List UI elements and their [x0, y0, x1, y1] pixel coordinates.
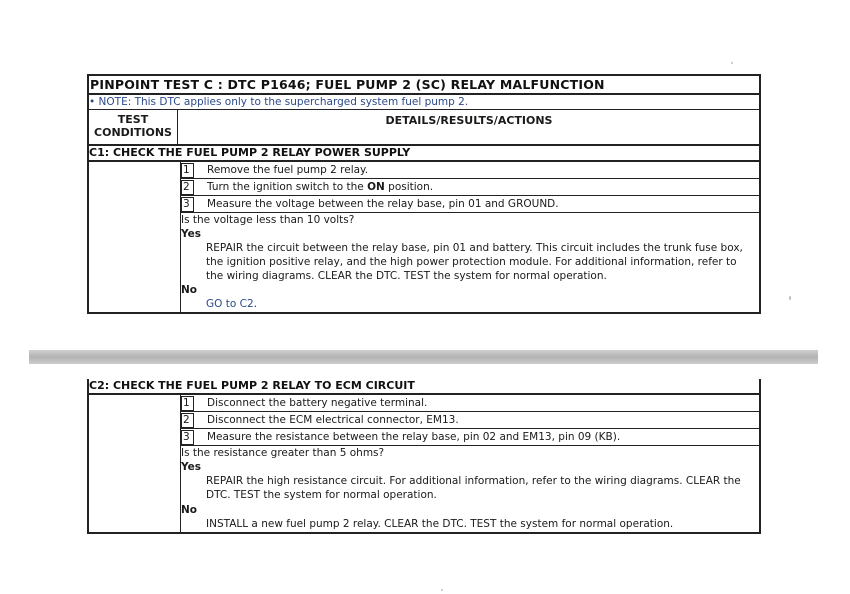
- no-label: No: [181, 504, 198, 516]
- test-conditions-header: [89, 110, 178, 144]
- step-item: [180, 162, 759, 179]
- step-item: [180, 196, 759, 213]
- test-conditions-cell: [89, 395, 181, 532]
- step-c1-title: C1: CHECK THE FUEL PUMP 2 RELAY POWER SUPPLY: [89, 146, 411, 159]
- yes-label: Yes: [181, 461, 202, 473]
- no-action: GO to C2.: [206, 298, 257, 310]
- step-text: Remove the fuel pump 2 relay.: [207, 164, 369, 176]
- step-c1-title-row: [89, 146, 759, 162]
- test-conditions-cell: [89, 162, 181, 312]
- table-bottom-rule: [89, 312, 759, 314]
- header-label: TEST: [117, 113, 149, 126]
- result-block: [180, 446, 759, 532]
- step-item: [180, 179, 759, 196]
- page-separator: [29, 350, 818, 364]
- step-number: 2: [181, 413, 194, 428]
- scan-speck: [441, 589, 443, 591]
- step-text: Measure the resistance between the relay base, pin 02 and EM13, pin 09 (KB).: [207, 431, 621, 443]
- step-number: 1: [181, 163, 194, 178]
- yes-action: REPAIR the high resistance circuit. For additional information, refer to the wiring diagrams. CLEAR the DTC. TEST the system for normal operation.: [206, 475, 741, 501]
- scan-speck: [789, 296, 791, 300]
- test-title-row: [89, 74, 759, 95]
- step-c1-body: [89, 162, 759, 312]
- step-number: 2: [181, 180, 194, 195]
- go-to-c2-link[interactable]: GO to C2: [206, 298, 254, 310]
- question: Is the voltage less than 10 volts?: [181, 214, 355, 226]
- step-number: 1: [181, 396, 194, 411]
- note-text: • NOTE: This DTC applies only to the supercharged system fuel pump 2.: [89, 96, 469, 108]
- question: Is the resistance greater than 5 ohms?: [181, 447, 385, 459]
- step-number: 3: [181, 430, 194, 445]
- table-bottom-rule: [89, 532, 759, 534]
- result-block: [180, 213, 759, 312]
- step-item: [180, 395, 759, 412]
- test-title: PINPOINT TEST C : DTC P1646; FUEL PUMP 2 (SC) RELAY MALFUNCTION: [90, 77, 605, 92]
- yes-action: REPAIR the circuit between the relay base, pin 01 and battery. This circuit includes the trunk fuse box, the ignition positive relay, and the high power protection module. For additional information, refer to the wiring diagrams. CLEAR the DTC. TEST the system for normal operation.: [206, 242, 743, 282]
- step-c2-body: [89, 395, 759, 532]
- step-item: [180, 412, 759, 429]
- step-text: Disconnect the ECM electrical connector, EM13.: [207, 414, 459, 426]
- step-c2-title-row: [89, 379, 759, 395]
- note-row: [89, 95, 759, 110]
- details-cell: [180, 162, 759, 312]
- scan-speck: [731, 62, 733, 64]
- step-number: 3: [181, 197, 194, 212]
- yes-label: Yes: [181, 228, 202, 240]
- step-text: Disconnect the battery negative terminal.: [207, 397, 428, 409]
- table-header-row: [89, 110, 759, 146]
- no-action: INSTALL a new fuel pump 2 relay. CLEAR the DTC. TEST the system for normal operation.: [206, 518, 674, 530]
- step-c2-title: C2: CHECK THE FUEL PUMP 2 RELAY TO ECM CIRCUIT: [89, 379, 415, 392]
- step-text: Measure the voltage between the relay base, pin 01 and GROUND.: [207, 198, 559, 210]
- no-label: No: [181, 284, 198, 296]
- step-item: [180, 429, 759, 446]
- details-cell: [180, 395, 759, 532]
- header-label: CONDITIONS: [94, 126, 172, 139]
- details-header: DETAILS/RESULTS/ACTIONS: [385, 114, 553, 127]
- step-text: Turn the ignition switch to the ON position.: [207, 181, 434, 193]
- pinpoint-test-table: [87, 74, 761, 314]
- pinpoint-test-table-continued: [87, 379, 761, 534]
